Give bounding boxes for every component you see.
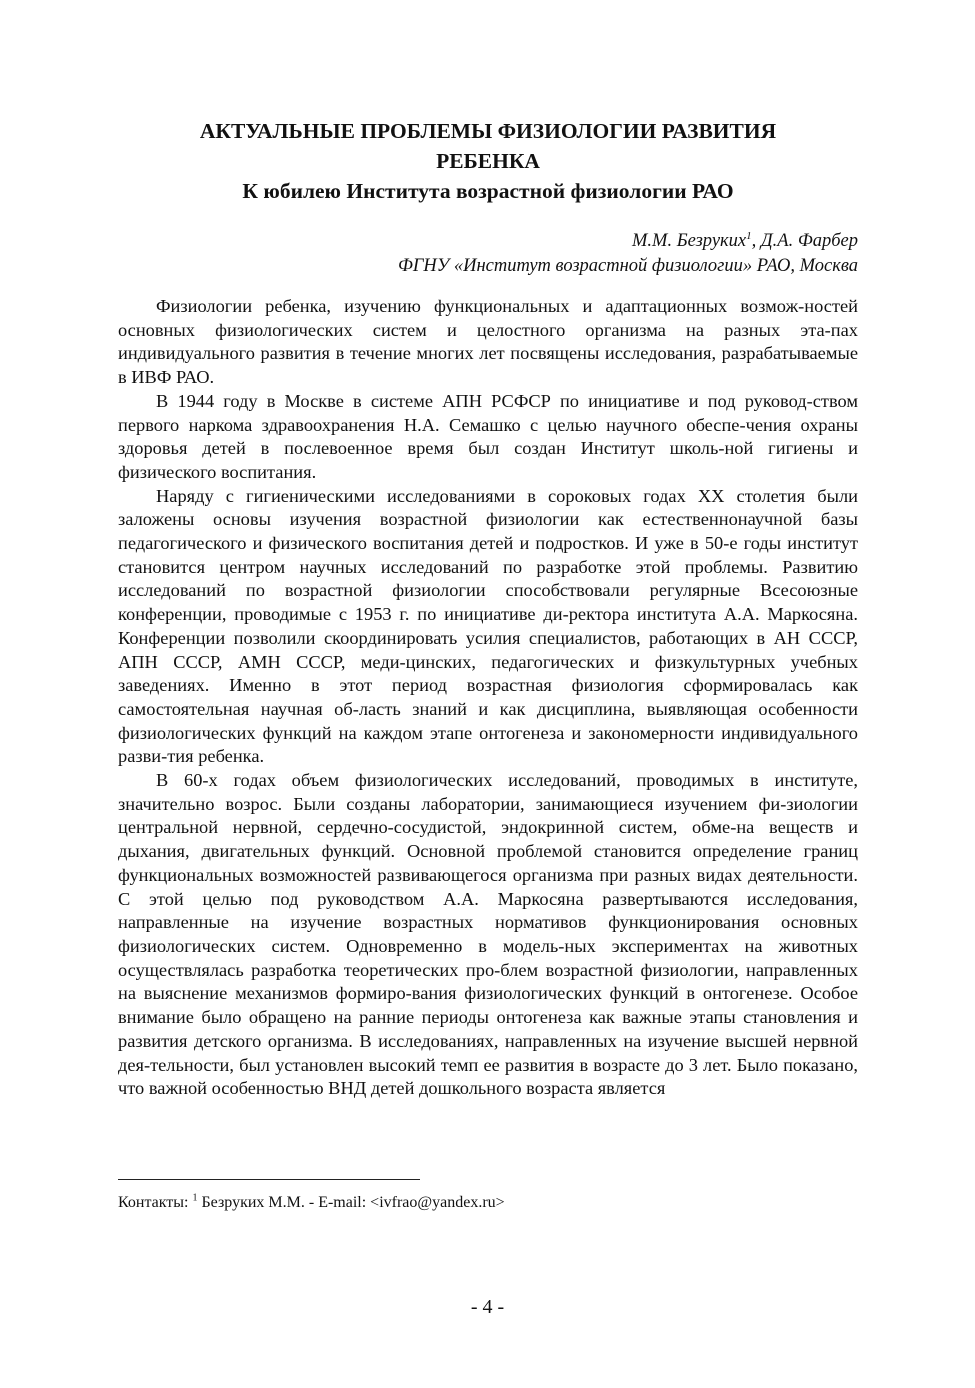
author-2-name: , Д.А. Фарбер (751, 231, 858, 251)
body-paragraph-1: Физиологии ребенка, изучению функциональных и адаптационных возмож-ностей основных физиологических систем и целостного организма на разных эта-пах индивидуального развития в течение многих лет посвящены исследования, разрабатываемые в ИВФ РАО. (118, 296, 858, 388)
article-subtitle: К юбилею Института возрастной физиологии РАО (242, 179, 734, 203)
body-paragraph-2: В 1944 году в Москве в системе АПН РСФСР по инициативе и под руковод-ством первого наркома здравоохранения Н.А. Семашко с целью научного обеспе-чения охраны здоровья детей в послевоенное время был создан Институт школь-ной гигиены и физического воспитания. (118, 390, 858, 482)
article-title-line-2: РЕБЕНКА (436, 149, 540, 173)
author-1-name: М.М. Безруких (632, 231, 747, 251)
footnote (118, 1193, 505, 1213)
body-paragraph-3: Наряду с гигиеническими исследованиями в сороковых годах XX столетия были заложены основы изучения возрастной физиологии как естественнонаучной базы педагогического и физического воспитания детей и подростков. И уже в 50-е годы институт становится центром научных исследований по разработке этой проблемы. Развитию исследований по возрастной физиологии способствовали регулярные Всесоюзные конференции, проводимые с 1953 г. по инициативе ди-ректора института А.А. Маркосяна. Конференции позволили скоординировать усилия специалистов, работающих в АН СССР, АПН СССР, АМН СССР, меди-цинских, педагогических и физкультурных учебных заведениях. Именно в этот период возрастная физиология сформировалась как самостоятельная научная об-ласть знаний и как дисциплина, выявляющая особенности физиологических функций на каждом этапе онтогенеза и закономерности индивидуального разви-тия ребенка. (118, 485, 858, 767)
footnote-prefix: Контакты: (118, 1194, 193, 1211)
article-body (118, 295, 858, 1101)
footnote-separator (118, 1179, 420, 1180)
author-names (398, 229, 858, 254)
authors-block (398, 229, 858, 279)
author-1-footnote-mark: 1 (746, 229, 752, 242)
article-title-line-1: АКТУАЛЬНЫЕ ПРОБЛЕМЫ ФИЗИОЛОГИИ РАЗВИТИЯ (199, 119, 777, 143)
article-title-block (118, 116, 858, 206)
author-affiliation: ФГНУ «Институт возрастной физиологии» РАО, Москва (398, 256, 858, 276)
footnote-text: Безруких М.М. - E-mail: <ivfrao@yandex.ru> (197, 1194, 505, 1211)
body-paragraph-4: В 60-х годах объем физиологических исследований, проводимых в институте, значительно возрос. Были созданы лаборатории, занимающиеся изучением фи-зиологии центральной нервной, сердечно-сосудистой, эндокринной систем, обме-на веществ и дыхания, двигательных функций. Основной проблемой становится определение границ функциональных возможностей развивающегося организма при разных видах деятельности. С этой целью под руководством А.А. Маркосяна развертываются исследования, направленные на изучение возрастных нормативов функционирования основных физиологических систем. Одновременно в модель-ных экспериментах на животных осуществлялась разработка теоретических про-блем возрастной физиологии, направленных на выяснение механизмов формиро-вания физиологических функций в онтогенезе. Особое внимание было обращено на ранние периоды онтогенеза как важные этапы становления и развития детского организма. В исследованиях, направленных на изучение высшей нервной дея-тельности, был установлен высокий темп ее развития в возрасте до 3 лет. Было показано, что важной особенностью ВНД детей дошкольного возраста является (118, 770, 858, 1099)
page-number: - 4 - (470, 1296, 505, 1318)
footnote-mark: 1 (192, 1192, 198, 1204)
